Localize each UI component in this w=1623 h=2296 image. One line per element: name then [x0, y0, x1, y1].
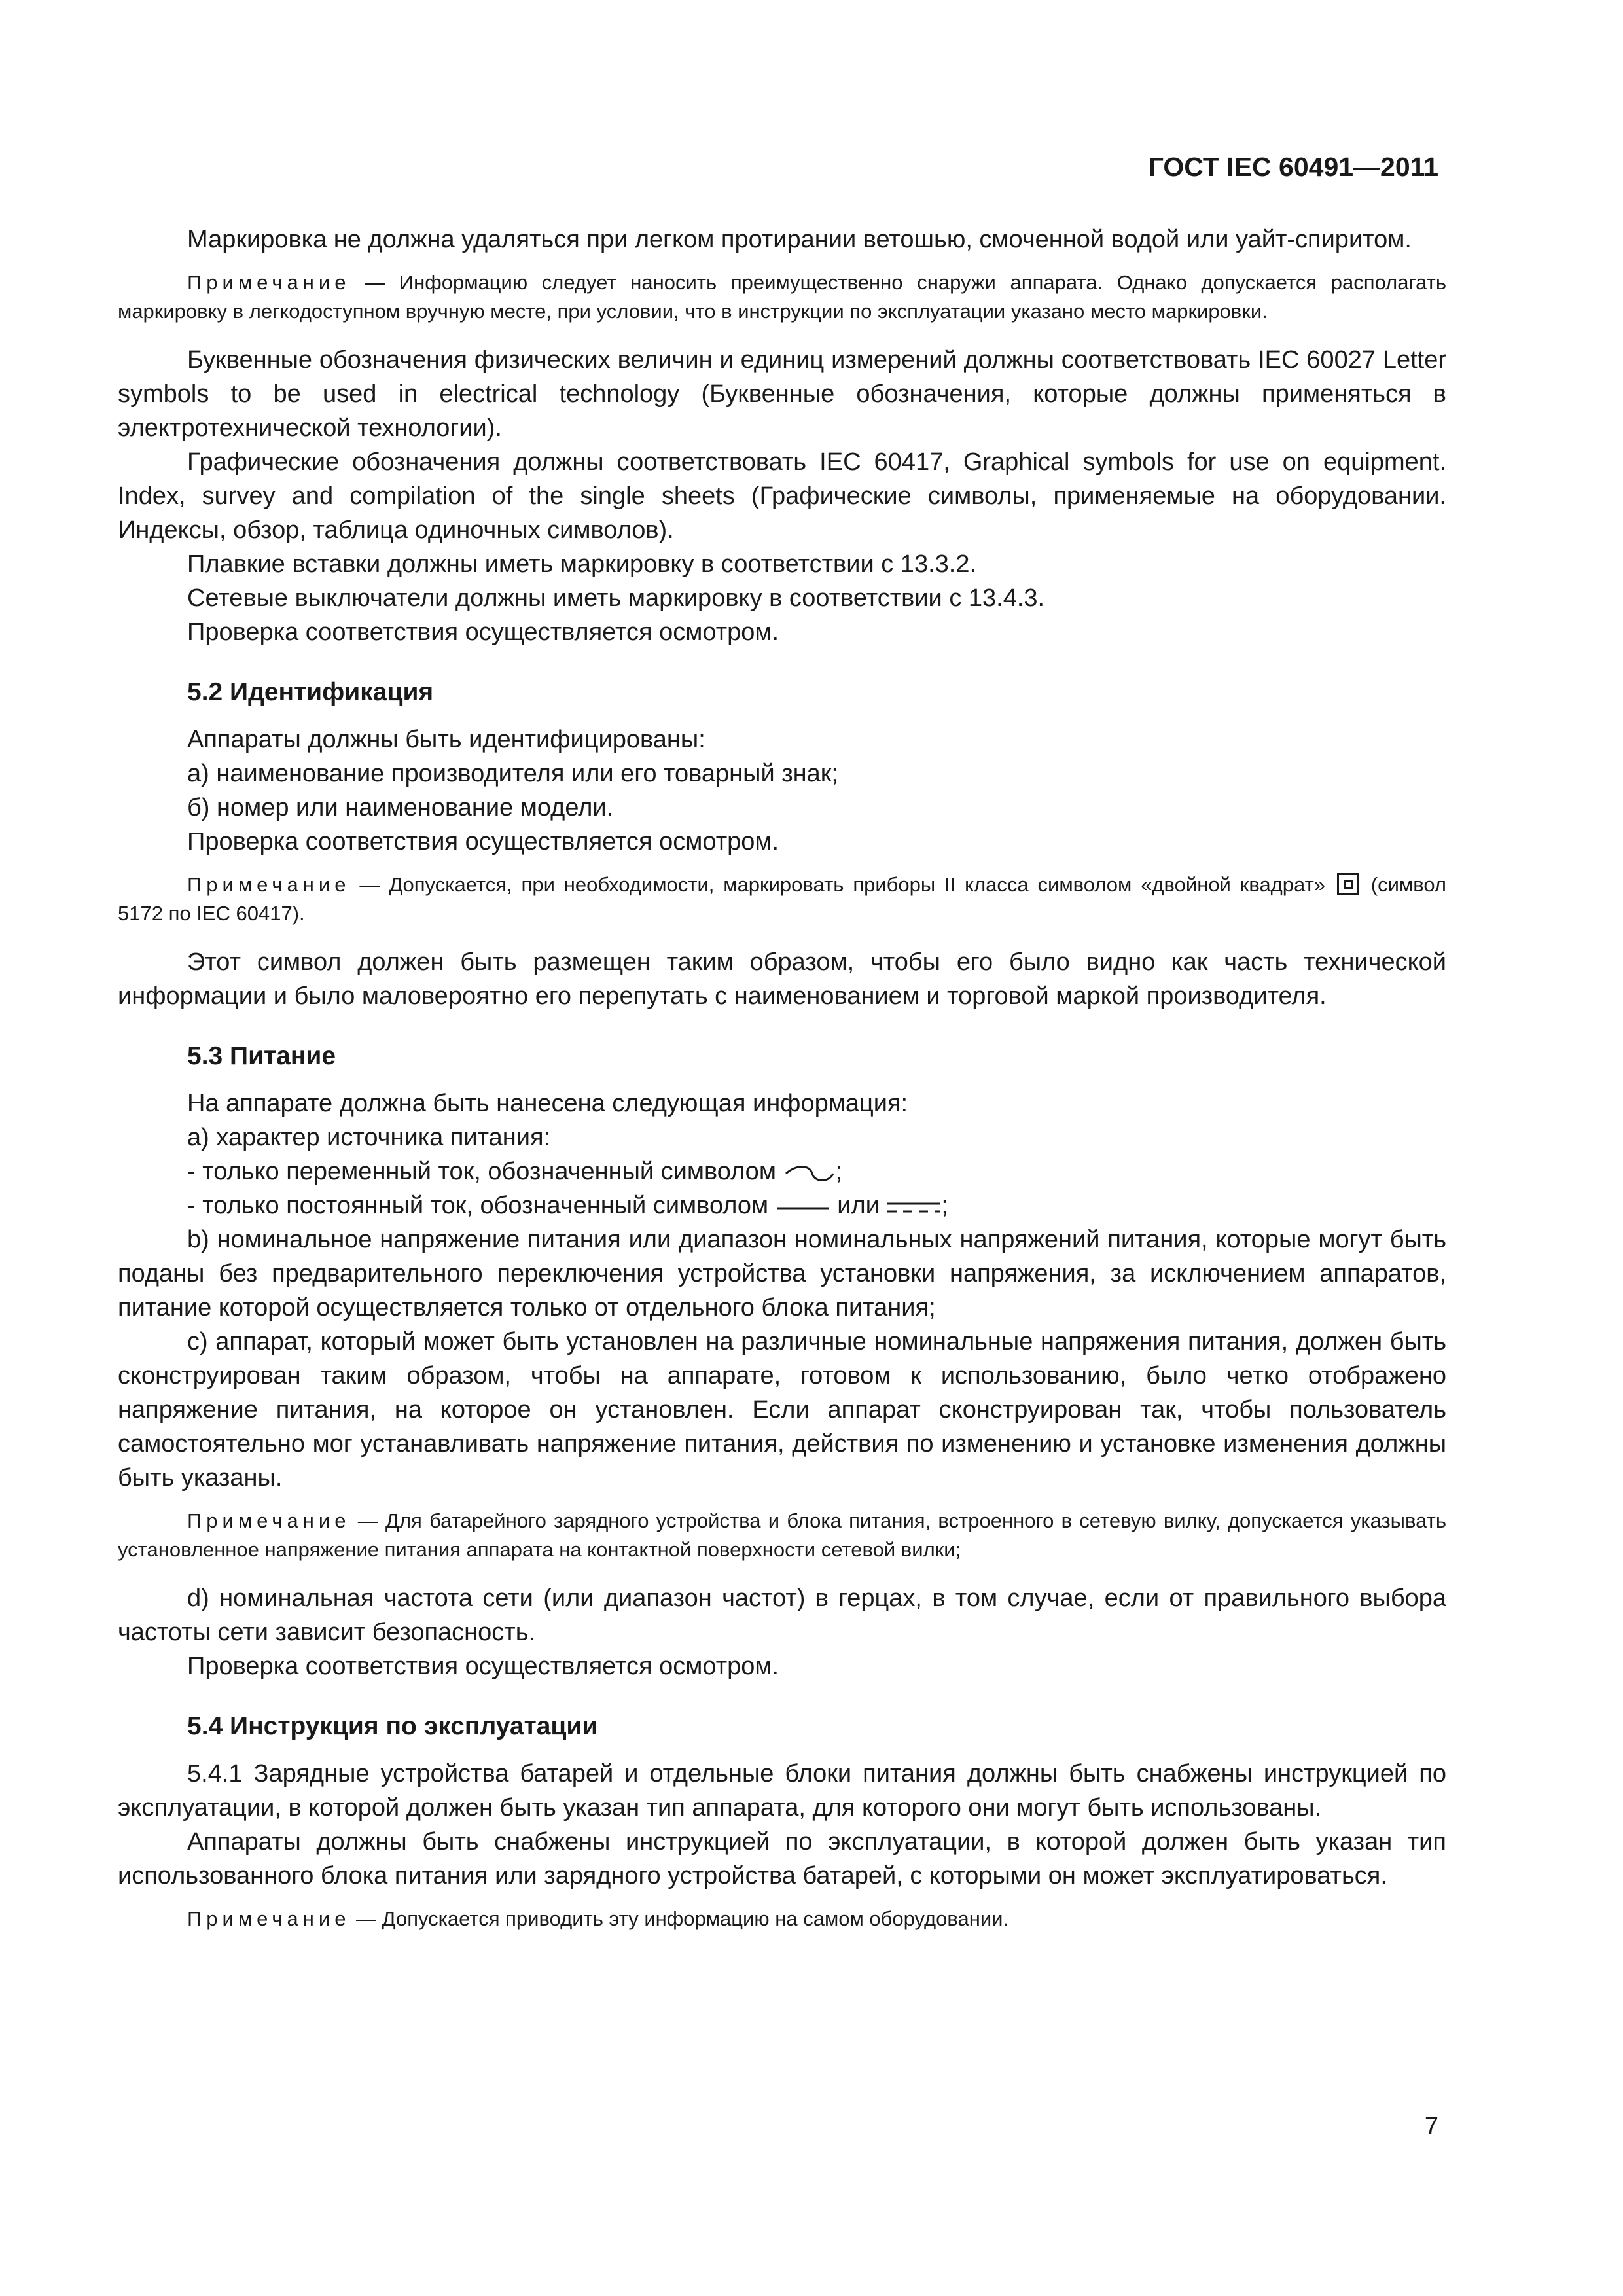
paragraph-rated-frequency: d) номинальная частота сети (или диапазон частот) в герцах, в том случае, если от правильного выбора частоты сети зависит безопасность. [118, 1585, 1446, 1646]
paragraph-instructions-apparatus: Аппараты должны быть снабжены инструкцией по эксплуатации, в которой должен быть указан тип использованного блока питания или зарядного устройства батарей, с которыми он может эксплуатироваться. [118, 1828, 1446, 1890]
paragraph-fuses: Плавкие вставки должны иметь маркировку в соответствии с 13.3.2. [187, 550, 977, 578]
page-number: 7 [1424, 2113, 1438, 2140]
page-content [118, 223, 1446, 1950]
section-heading-5-3: 5.3 Питание [187, 1042, 336, 1070]
note-text-b: (символ 5172 по IEC 60417). [118, 873, 1446, 925]
note-text: — Допускается приводить эту информацию на самом оборудовании. [350, 1907, 1009, 1930]
paragraph-check-1: Проверка соответствия осуществляется осмотром. [187, 619, 779, 646]
note-label: Примечание [187, 1509, 351, 1532]
paragraph-voltage-setting: c) аппарат, который может быть установлен на различные номинальные напряжения питания, должен быть сконструирован таким образом, чтобы на аппарате, готовом к использованию, было четко отображено напряжение питания, на которое он установлен. Если аппарат сконструирован так, чтобы пользователь самостоятельно мог устанавливать напряжение питания, действия по изменению и установке изменения должны быть указаны. [118, 1328, 1446, 1492]
note-text: — Информацию следует наносить преимущественно снаружи аппарата. Однако допускается располагать маркировку в легкодоступном вручную месте, при условии, что в инструкции по эксплуатации указано место маркировки. [118, 271, 1446, 323]
list-item-supply-nature: а) характер источника питания: [187, 1124, 551, 1151]
list-item-model: б) номер или наименование модели. [187, 794, 614, 821]
section-heading-5-4: 5.4 Инструкция по эксплуатации [187, 1712, 598, 1740]
paragraph-identification-intro: Аппараты должны быть идентифицированы: [187, 726, 705, 753]
paragraph-switches: Сетевые выключатели должны иметь маркировку в соответствии с 13.4.3. [187, 584, 1045, 612]
note-double-square [118, 870, 1446, 928]
list-item-dc-only: - только постоянный ток, обозначенный символом или ; [187, 1192, 948, 1219]
ac-symbol-icon [783, 1163, 836, 1183]
paragraph-symbol-placement: Этот символ должен быть размещен таким образом, чтобы его было видно как часть технической информации и было маловероятно его перепутать с наименованием и торговой маркой производителя. [118, 948, 1446, 1010]
paragraph-rated-voltage: b) номинальное напряжение питания или диапазон номинальных напряжений питания, которые могут быть поданы без предварительного переключения устройства установки напряжения, за исключением аппаратов, питание которой осуществляется только от отдельного блока питания; [118, 1226, 1446, 1321]
section-heading-5-2: 5.2 Идентификация [187, 678, 434, 706]
note-plug-voltage [118, 1507, 1446, 1564]
list-item-manufacturer: а) наименование производителя или его товарный знак; [187, 760, 838, 787]
note-marking-location [118, 268, 1446, 326]
paragraph-graphical-symbols: Графические обозначения должны соответствовать IEC 60417, Graphical symbols for use on equipment. Index, survey and compilation of the single sheets (Графические символы, применяемые на оборудовании. Индексы, обзор, таблица одиночных символов). [118, 448, 1446, 544]
paragraph-5-4-1: 5.4.1 Зарядные устройства батарей и отдельные блоки питания должны быть снабжены инструкцией по эксплуатации, в которой должен быть указан тип аппарата, для которого они могут быть использованы. [118, 1760, 1446, 1821]
note-info-on-equipment [118, 1905, 1446, 1933]
note-label: Примечание [187, 271, 351, 294]
paragraph-supply-intro: На аппарате должна быть нанесена следующая информация: [187, 1090, 908, 1117]
note-label: Примечание [187, 873, 351, 896]
paragraph-letter-symbols: Буквенные обозначения физических величин и единиц измерений должны соответствовать IEC 60027 Letter symbols to be used in electrical technology (Буквенные обозначения, которые должны применяться в электротехнической технологии). [118, 346, 1446, 442]
list-item-ac-only: - только переменный ток, обозначенный символом ; [187, 1158, 843, 1185]
note-text: — Для батарейного зарядного устройства и блока питания, встроенного в сетевую вилку, допускается указывать установленное напряжение питания аппарата на контактной поверхности сетевой вилки; [118, 1509, 1446, 1561]
paragraph-check-2: Проверка соответствия осуществляется осмотром. [187, 828, 779, 855]
dc-dashed-symbol-icon [886, 1197, 941, 1217]
standard-header: ГОСТ IEC 60491—2011 [1148, 152, 1438, 182]
paragraph-marking-durability: Маркировка не должна удаляться при легком протирании ветошью, смоченной водой или уайт-спиритом. [187, 226, 1412, 253]
dc-line-symbol-icon [776, 1197, 830, 1217]
note-label: Примечание [187, 1907, 351, 1930]
note-text-a: — Допускается, при необходимости, маркировать приборы II класса символом «двойной квадрат» [350, 873, 1334, 896]
paragraph-check-3: Проверка соответствия осуществляется осмотром. [187, 1653, 779, 1680]
double-square-icon [1337, 873, 1359, 895]
